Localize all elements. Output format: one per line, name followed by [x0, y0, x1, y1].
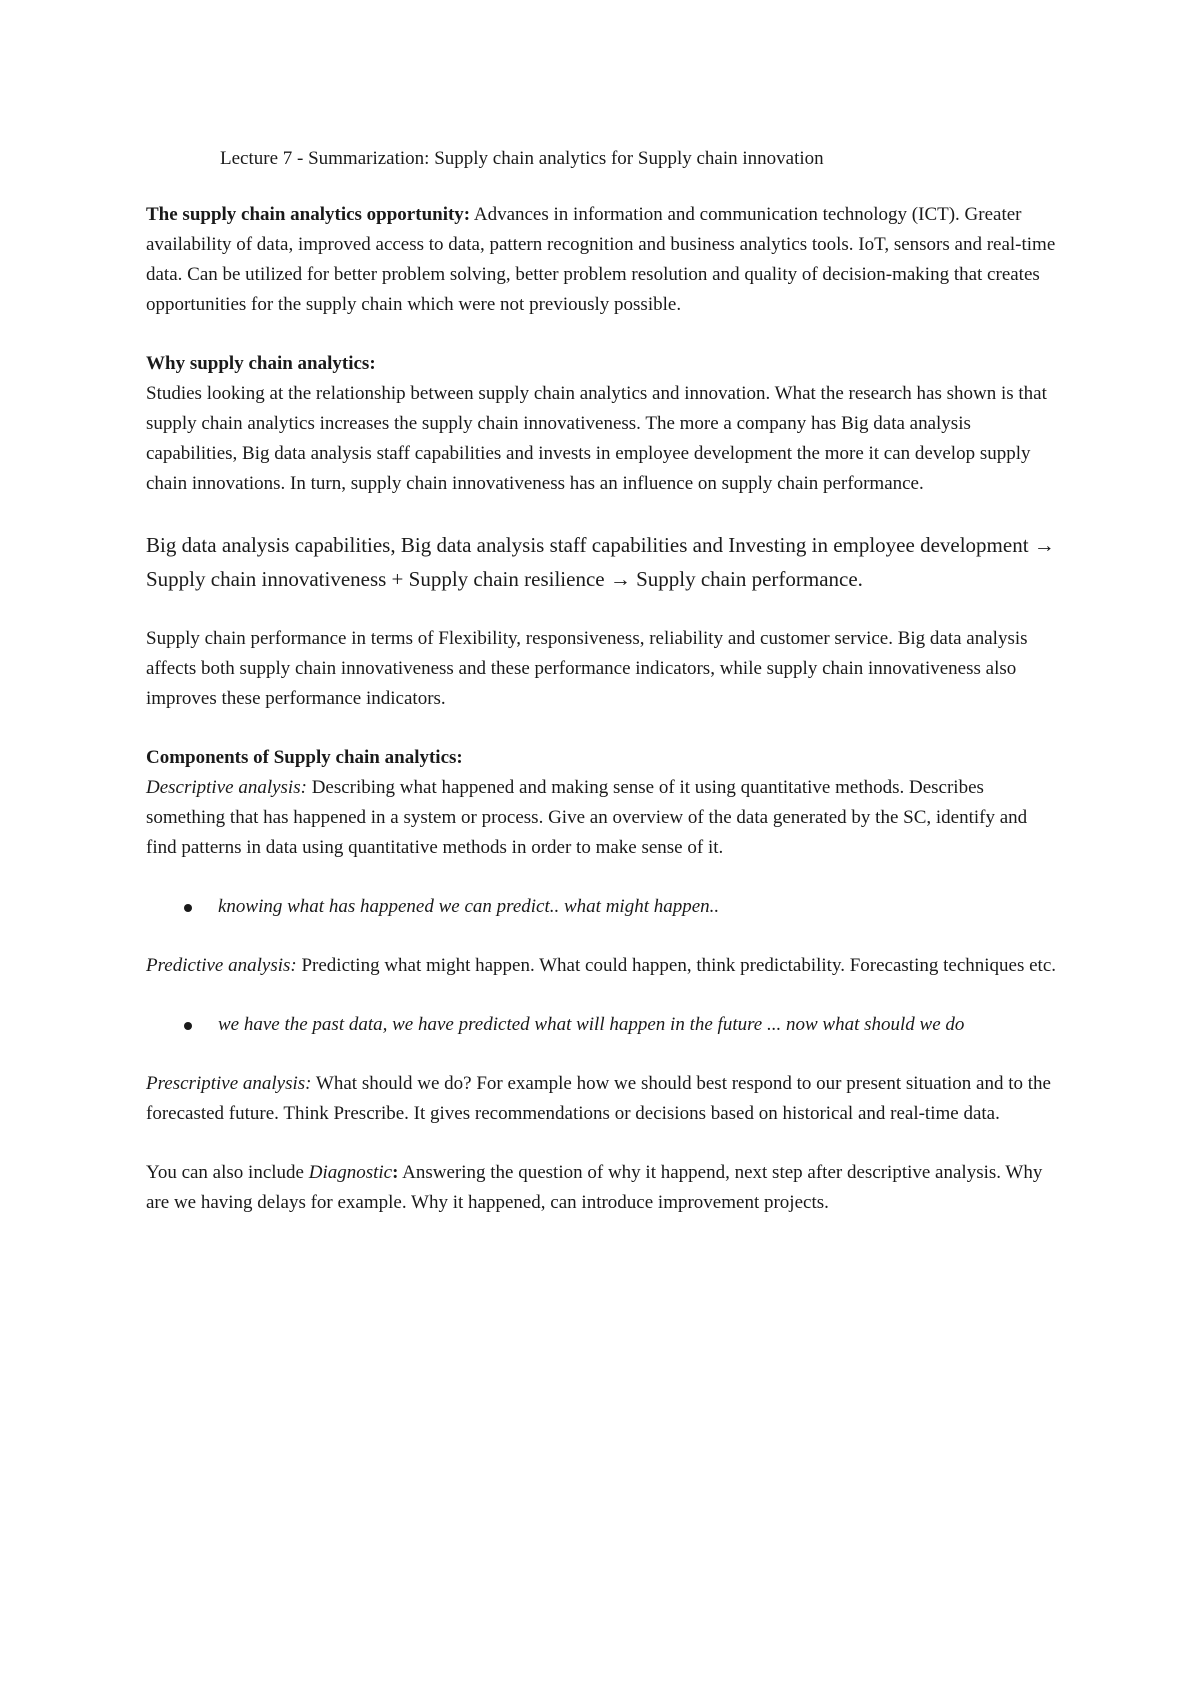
predictive-bullet-text: we have the past data, we have predicted what will happen in the future ... now what should we do	[218, 1014, 965, 1035]
descriptive-label: Descriptive analysis:	[146, 777, 307, 798]
opportunity-text: Advances in information and communication technology (ICT). Greater availability of data, improved access to data, pattern recognition and business analytics tools. IoT, sensors and real-time data. Can be utilized for better problem solving, better problem resolution and quality of decision-making that creates opportunities for the supply chain which were not previously possible.	[146, 204, 1056, 315]
list-item	[218, 892, 1062, 922]
paragraph-prescriptive	[146, 1069, 1062, 1129]
predictive-label: Predictive analysis:	[146, 955, 297, 976]
bullet-icon	[184, 904, 192, 912]
model-statement: Big data analysis capabilities, Big data analysis staff capabilities and Investing in employee development → Supply chain innovativeness + Supply chain resilience → Supply chain performance.	[146, 533, 1055, 591]
paragraph-components	[146, 743, 1062, 863]
paragraph-diagnostic	[146, 1158, 1062, 1218]
document-title: Lecture 7 - Summarization: Supply chain analytics for Supply chain innovation	[220, 148, 824, 169]
paragraph-predictive	[146, 951, 1062, 981]
paragraph-why	[146, 349, 1062, 499]
paragraph-opportunity	[146, 200, 1062, 320]
bullet-icon	[184, 1022, 192, 1030]
predictive-bullet-list	[146, 1010, 1062, 1040]
why-heading: Why supply chain analytics:	[146, 353, 376, 374]
descriptive-bullet-list	[146, 892, 1062, 922]
descriptive-text: Describing what happened and making sense of it using quantitative methods. Describes something that has happened in a system or process. Give an overview of the data generated by the SC, identify and find patterns in data using quantitative methods in order to make sense of it.	[146, 777, 1028, 858]
predictive-text: Predicting what might happen. What could happen, think predictability. Forecasting techniques etc.	[296, 955, 1057, 976]
diagnostic-text: Answering the question of why it happend, next step after descriptive analysis. Why are we having delays for example. Why it happened, can introduce improvement projects.	[146, 1162, 1043, 1213]
why-text: Studies looking at the relationship between supply chain analytics and innovation. What the research has shown is that supply chain analytics increases the supply chain innovativeness. The more a company has Big data analysis capabilities, Big data analysis staff capabilities and invests in employee development the more it can develop supply chain innovations. In turn, supply chain innovativeness has an influence on supply chain performance.	[146, 383, 1047, 494]
document-body	[146, 144, 1062, 1247]
diagnostic-colon: :	[392, 1162, 399, 1183]
components-heading: Components of Supply chain analytics:	[146, 747, 463, 768]
prescriptive-text: What should we do? For example how we should best respond to our present situation and to the forecasted future. Think Prescribe. It gives recommendations or decisions based on historical and real-time data.	[146, 1073, 1051, 1124]
descriptive-bullet-text: knowing what has happened we can predict.. what might happen..	[218, 896, 720, 917]
diagnostic-prefix: You can also include	[146, 1162, 309, 1183]
prescriptive-label: Prescriptive analysis:	[146, 1073, 312, 1094]
opportunity-heading: The supply chain analytics opportunity:	[146, 204, 471, 225]
list-item	[218, 1010, 1062, 1040]
diagnostic-label: Diagnostic	[308, 1162, 393, 1183]
performance-paragraph: Supply chain performance in terms of Flexibility, responsiveness, reliability and customer service. Big data analysis affects both supply chain innovativeness and these performance indicators, while supply chain innovativeness also improves these performance indicators.	[146, 628, 1028, 709]
